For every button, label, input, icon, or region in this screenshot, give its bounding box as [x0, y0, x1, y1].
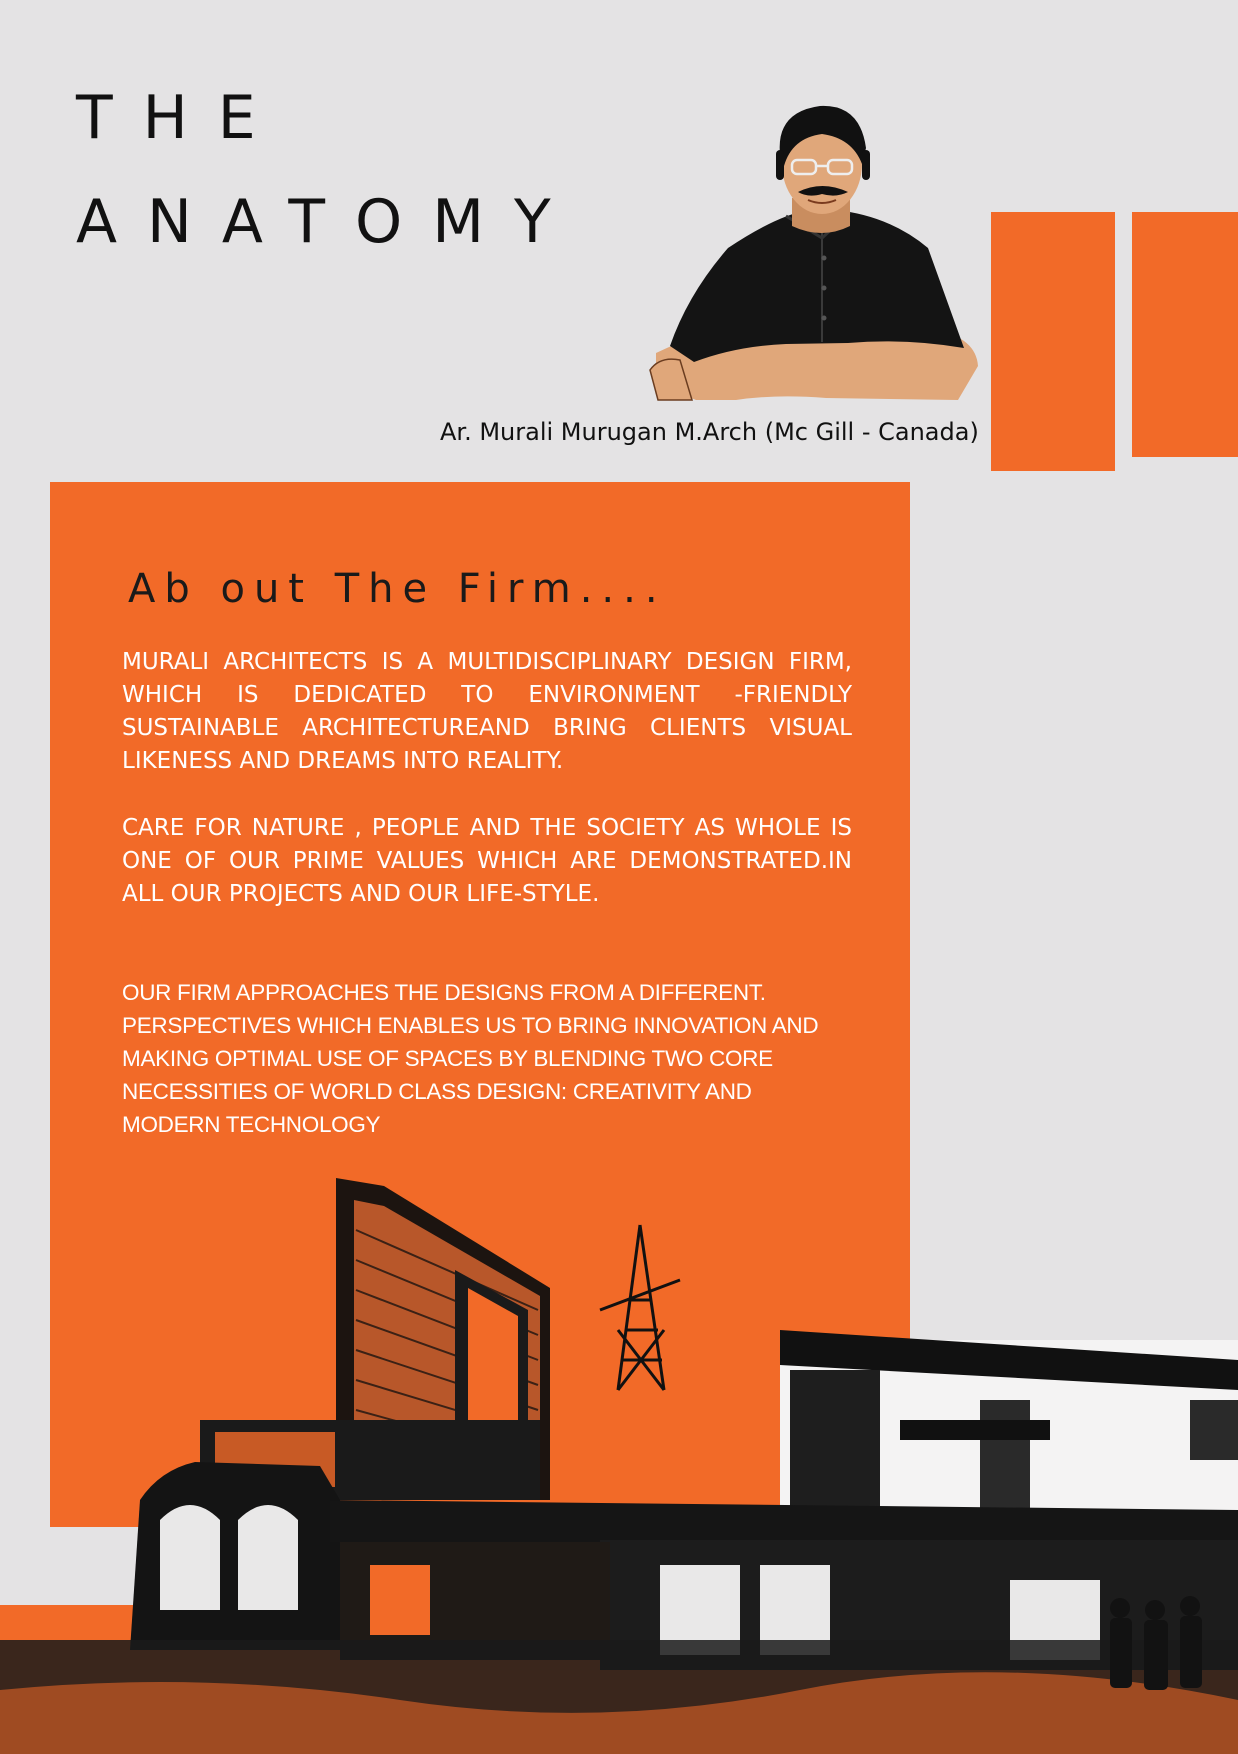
title-line-anatomy: ANATOMY [76, 187, 581, 257]
about-paragraph-1: MURALI ARCHITECTS IS A MULTIDISCIPLINARY DESIGN FIRM, WHICH IS DEDICATED TO ENVIRONMENT -FRIENDLY SUSTAINABLE ARCHITECTUREAND BRING CLIENTS VISUAL LIKENESS AND DREAMS INTO REALITY. [122, 649, 852, 774]
decorative-bar-left [991, 212, 1115, 471]
about-paragraph-2: CARE FOR NATURE , PEOPLE AND THE SOCIETY AS WHOLE IS ONE OF OUR PRIME VALUES WHICH ARE DEMONSTRATED.IN ALL OUR PROJECTS AND OUR LIFE-STYLE. [122, 815, 852, 907]
building-illustration [0, 1170, 1238, 1754]
architect-portrait-illustration [636, 98, 986, 404]
decorative-bar-right [1132, 212, 1238, 457]
portrait-caption: Ar. Murali Murugan M.Arch (Mc Gill - Canada) [440, 418, 979, 446]
title-line-the: THE [76, 83, 286, 153]
about-heading: Ab out The Firm.... [128, 566, 667, 612]
about-paragraph-3: OUR FIRM APPROACHES THE DESIGNS FROM A DIFFERENT. PERSPECTIVES WHICH ENABLES US TO BRING INNOVATION AND MAKING OPTIMAL USE OF SPACES BY BLENDING TWO CORE NECESSITIES OF WORLD CLASS DESIGN: CREATIVITY AND MODERN TECHNOLOGY [122, 980, 819, 1137]
